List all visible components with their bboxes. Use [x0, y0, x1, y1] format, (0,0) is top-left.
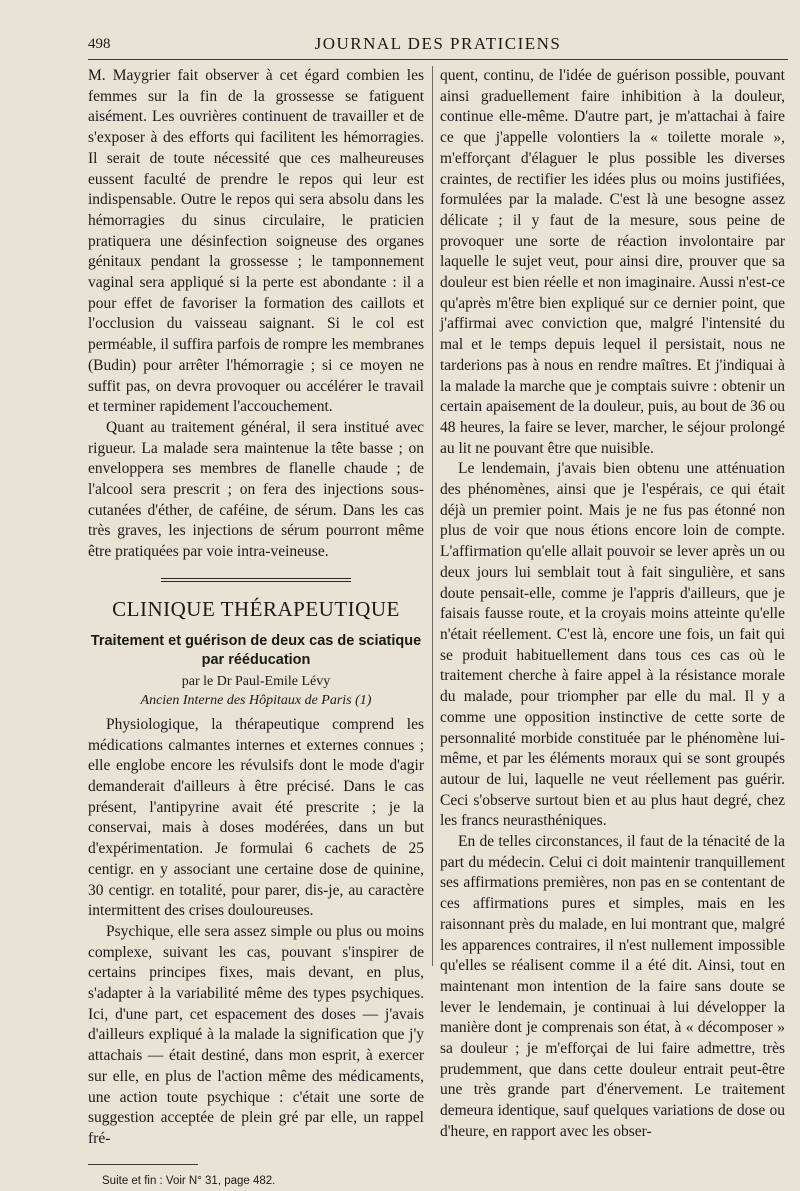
paragraph-physiologique: Physiologique, la thérapeutique comprend les médications calmantes internes et externes connues ; elle englobe encore les révulsifs dont le mode d'agir demanderait d'ailleurs à être précisé. Dans le cas présent, l'antipyrine avait été prescrite ; je la conservai, mais à doses modérées, dans un but d'expérimentation. Je formulai 6 cachets de 25 centigr. en y associant une certaine dose de quinine, 30 centigr. en totalité, pour parer, dis-je, au caractère intermittent des crises douloureuses.: [88, 715, 424, 920]
section-title: CLINIQUE THÉRAPEUTIQUE: [112, 596, 400, 621]
author-affiliation: Ancien Interne des Hôpitaux de Paris (1): [140, 692, 372, 708]
paragraph-psychique: Psychique, elle sera assez simple ou plus ou moins complexe, suivant les cas, pouvant s'inspirer de certains principes fixes, mais devant, en plus, s'adapter à la variabilité même des types psychiques. Ici, d'une part, cet espacement des doses — j'avais d'ailleurs expliqué à la malade la signification que j'y attachais — était destiné, dans mon esprit, à exercer sur elle, en plus de l'action même des médicaments, une action toute psychique : c'était une sorte de suggestion acceptée de plein gré par elle, un rappel fré-: [88, 922, 424, 1147]
right-column: [440, 66, 785, 1140]
paragraph-lendemain: Le lendemain, j'avais bien obtenu une atténuation des phénomènes, ainsi que je l'espérais, ce qui était déjà un premier point. Mais je ne fus pas étonné non plus de voir que nous étions encore loin de compte. L'affirmation qu'elle allait pouvoir se lever après un ou deux jours lui semblait tout à fait singulière, et sans doute pensait-elle, comme je l'appris d'ailleurs, que je faisais fausse route, et la croyais moins atteinte qu'elle n'était réellement. C'est là, encore une fois, un fait qui se produit habituellement dans tous ces cas où le traitement cherche à faire appel à la résistance morale du malade, pour triompher par elle du mal. Il y a comme une opposition instinctive de cette sorte de personnalité morbide constituée par le phénomène lui-même, et par les éléments moraux qui se sont groupés autour de lui, laquelle ne veut réellement pas guérir. Ceci s'observe surtout bien et au plus haut degré, chez les francs neurasthéniques.: [440, 460, 785, 830]
article-byline: par le Dr Paul-Emile Lévy: [181, 673, 331, 689]
column-divider: [432, 66, 433, 966]
journal-title: JOURNAL DES PRATICIENS: [314, 34, 562, 53]
article-title: Traitement et guérison de deux cas de sciatique par rééducation: [90, 632, 422, 668]
paragraph-maygrier: M. Maygrier fait observer à cet égard combien les femmes sur la fin de la grossesse se fatiguent aisément. Les ouvrières continuent de travailler et de s'exposer à des efforts qui facilitent les hémorragies. Il serait de toute nécessité que ces malheureuses eussent faculté de prendre le repos qui leur est indispensable. Outre le repos qui sera absolu dans les hémorragies du sinus circulaire, le praticien pratiquera une désinfection soigneuse des organes génitaux pendant la grossesse ; le tamponnement vaginal sera appliqué si la perte est abondante : il a pour effet de favoriser la formation des caillots et l'occlusion du vaisseau saignant. Si le col est perméable, il suffira parfois de rompre les membranes (Budin) pour arrêter l'hémorragie ; si ce moyen ne suffit pas, on devra provoquer ou accélérer le travail et terminer rapidement l'accouchement.: [88, 67, 424, 416]
section-divider: [161, 578, 351, 582]
footnote-rule: [88, 1164, 198, 1165]
page-number: 498: [88, 36, 111, 52]
page-header: [88, 34, 788, 56]
header-rule: [88, 59, 788, 60]
paragraph-tenacite: En de telles circonstances, il faut de la ténacité de la part du médecin. Celui ci doit maintenir tranquillement ses affirmations premières, non pas en se contentant de ces affirmations pures et simples, mais en les raisonnant près du malade, en lui montrant que, malgré les apparences contraires, il n'est nullement impossible qu'elles se réalisent comme il a été dit. Ainsi, tout en maintenant mon intention de la faire sans doute se lever le lendemain, je continuai à lui développer la manière dont je comprenais son état, à « décomposer » sa douleur ; je m'efforçai de lui faire admettre, très prudemment, que dans cette douleur entrait peut-être une très grande part d'énervement. Le traitement demeura identique, sauf quelques variations de dose ou d'heure, en rapport avec les obser-: [440, 833, 785, 1140]
paragraph-traitement-general: Quant au traitement général, il sera institué avec rigueur. La malade sera maintenue la tête basse ; on enveloppera ses membres de flanelle chaude ; de l'alcool sera prescrit ; on fera des injections sous-cutanées d'éther, de caféine, de sérum. Dans les cas très graves, les injections de sérum pourront même être pratiquées par voie intra-veineuse.: [88, 418, 424, 561]
paragraph-toilette-morale: quent, continu, de l'idée de guérison possible, pouvant ainsi graduellement faire inhibition à la douleur, continue elle-même. D'autre part, je m'attachai à faire ce que j'appelle volontiers la « toilette morale », m'efforçant d'élaguer le plus possible les diverses craintes, de rectifier les idées plus ou moins justifiées, formulées par la malade. C'est là une besogne assez délicate ; il y faut de la mesure, sous peine de provoquer une sorte de réaction involontaire par laquelle le sujet veut, pour ainsi dire, prouver que sa douleur est bien réelle et non imaginaire. Aussi n'est-ce qu'après m'être bien expliqué sur ce dernier point, que j'affirmai avec conviction que, malgré l'intensité du mal et le temps depuis lequel il persistait, nous ne tarderions pas à nous en rendre maîtres. Et j'indiquai à la malade la marche que je comptais suivre : obtenir un certain apaisement de la douleur, puis, au bout de 36 ou 48 heures, la faire se lever, marcher, le séjour prolongé au lit ne pouvant être que nuisible.: [440, 67, 785, 457]
left-column: [88, 66, 424, 1187]
footnote: Suite et fin : Voir N° 31, page 482.: [102, 1174, 276, 1187]
